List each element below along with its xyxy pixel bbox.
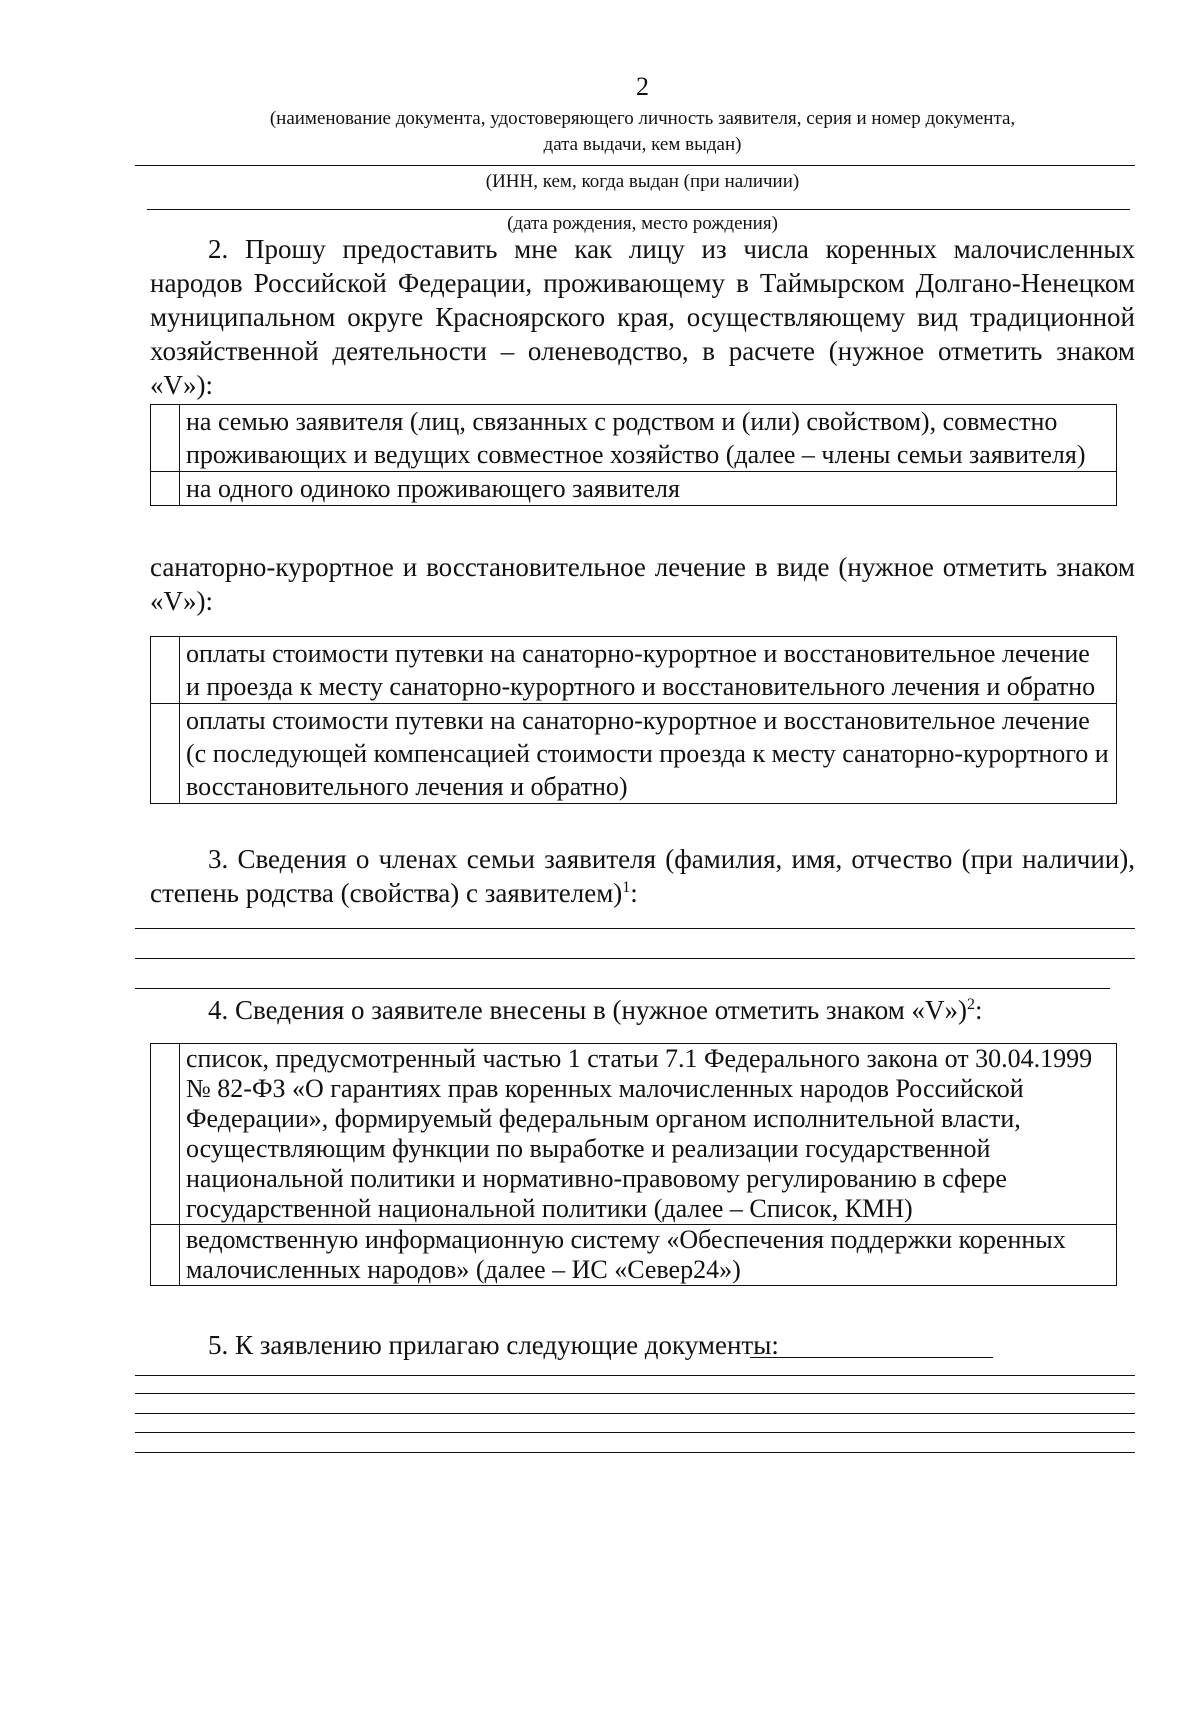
table-row bbox=[151, 1225, 1117, 1286]
section-5-heading: 5. К заявлению прилагаю следующие документы: bbox=[208, 1330, 779, 1360]
family-members-line-1[interactable] bbox=[135, 928, 1135, 929]
section-3-text: 3. Сведения о членах семьи заявителя (фамилия, имя, отчество (при наличии), степень родства (свойства) с заявителем) bbox=[150, 844, 1135, 908]
option-label: ведомственную информационную систему «Обеспечения поддержки коренных малочисленных народов» (далее – ИС «Север24») bbox=[180, 1225, 1117, 1286]
caption-inn: (ИНН, кем, когда выдан (при наличии) bbox=[485, 171, 800, 192]
section-4-colon: : bbox=[975, 995, 983, 1025]
attachments-line-3[interactable] bbox=[135, 1413, 1135, 1414]
option-label: на семью заявителя (лиц, связанных с родством и (или) свойством), совместно проживающих и ведущих совместное хозяйство (далее – члены семьи заявителя) bbox=[180, 405, 1117, 472]
table-row bbox=[151, 1044, 1117, 1225]
options-table-registry bbox=[150, 1043, 1117, 1286]
section-2-middle: санаторно-курортное и восстановительное лечение в виде (нужное отметить знаком «V»): bbox=[150, 552, 1135, 616]
checkbox-family[interactable] bbox=[151, 405, 180, 472]
family-members-line-2[interactable] bbox=[135, 958, 1135, 959]
option-label: список, предусмотренный частью 1 статьи 7.1 Федерального закона от 30.04.1999 № 82-ФЗ «О гарантиях прав коренных малочисленных народов Российской Федерации», формируемый федеральным органом исполнительной власти, осуществляющим функции по выработке и реализации государственной национальной политики и нормативно-правовому регулированию в сфере государственной национальной политики (далее – Список, КМН) bbox=[180, 1044, 1117, 1225]
attachments-line-4[interactable] bbox=[135, 1432, 1135, 1433]
caption-document-line1: (наименование документа, удостоверяющего личность заявителя, серия и номер документа, bbox=[269, 108, 1016, 129]
birth-blank-line[interactable] bbox=[147, 209, 1130, 210]
option-label: оплаты стоимости путевки на санаторно-курортное и восстановительное лечение и проезда к месту санаторно-курортного и восстановительного лечения и обратно bbox=[180, 637, 1117, 704]
section-3-heading bbox=[150, 842, 1135, 910]
attachments-line-2[interactable] bbox=[135, 1393, 1135, 1394]
checkbox-kmn-list[interactable] bbox=[151, 1044, 180, 1225]
checkbox-voucher-and-travel[interactable] bbox=[151, 637, 180, 704]
footnote-mark-2: 2 bbox=[967, 996, 976, 1013]
table-row bbox=[151, 472, 1117, 506]
inn-blank-line[interactable] bbox=[135, 165, 1135, 166]
table-row bbox=[151, 704, 1117, 804]
checkbox-sever24[interactable] bbox=[151, 1225, 180, 1286]
document-page bbox=[150, 0, 1135, 1723]
caption-birth: (дата рождения, место рождения) bbox=[507, 213, 778, 234]
table-row bbox=[151, 405, 1117, 472]
table-row bbox=[151, 637, 1117, 704]
section-2-intro: 2. Прошу предоставить мне как лицу из числа коренных малочисленных народов Российской Федерации, проживающему в Таймырском Долгано-Ненецком муниципальном округе Красноярского края, осуществляющему вид традиционной хозяйственной деятельности – оленеводство, в расчете (нужное отметить знаком «V»): bbox=[150, 234, 1135, 400]
option-label: оплаты стоимости путевки на санаторно-курортное и восстановительное лечение (с последующей компенсацией стоимости проезда к месту санаторно-курортного и восстановительного лечения и обратно) bbox=[180, 704, 1117, 804]
options-table-treatment bbox=[150, 636, 1117, 804]
attachments-line-1[interactable] bbox=[135, 1375, 1135, 1376]
checkbox-voucher-compensation[interactable] bbox=[151, 704, 180, 804]
checkbox-single[interactable] bbox=[151, 472, 180, 506]
family-members-line-3[interactable] bbox=[135, 988, 1110, 989]
page-number: 2 bbox=[636, 72, 649, 101]
options-table-recipients bbox=[150, 404, 1117, 506]
caption-document-line2: дата выдачи, кем выдан) bbox=[543, 134, 742, 155]
option-label: на одного одиноко проживающего заявителя bbox=[180, 472, 1117, 506]
section-4-heading bbox=[150, 993, 1135, 1027]
section-4-text: 4. Сведения о заявителе внесены в (нужное отметить знаком «V») bbox=[208, 995, 968, 1025]
footnote-mark-1: 1 bbox=[622, 879, 631, 896]
attachments-line-5[interactable] bbox=[135, 1452, 1135, 1453]
section-3-colon: : bbox=[630, 878, 638, 908]
attachments-inline-line[interactable] bbox=[750, 1357, 993, 1358]
